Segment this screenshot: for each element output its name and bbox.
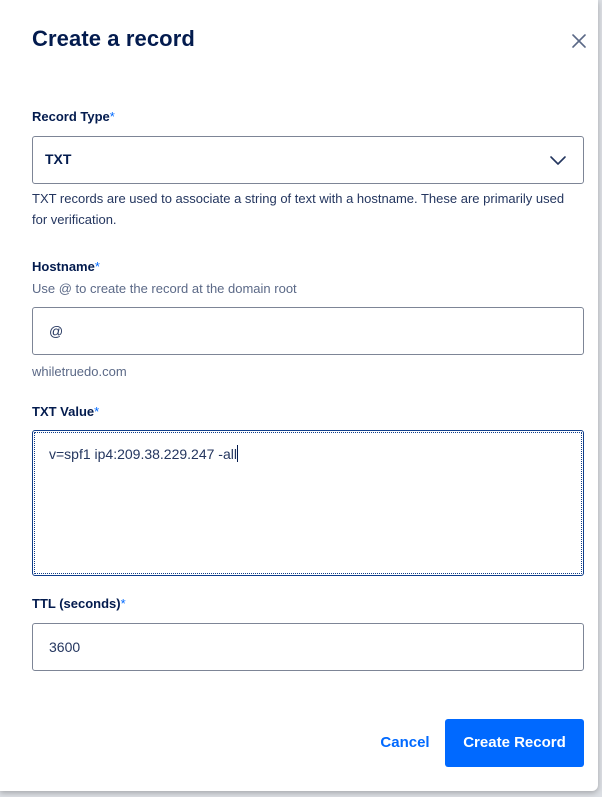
record-type-label-text: Record Type: [32, 109, 110, 124]
hostname-input[interactable]: [32, 307, 584, 355]
txt-value-textarea[interactable]: [32, 430, 584, 576]
required-mark: *: [94, 259, 100, 274]
chevron-down-icon: [549, 154, 567, 166]
cancel-button[interactable]: Cancel: [380, 734, 430, 751]
ttl-label: [32, 596, 126, 611]
txt-value-label: [32, 404, 99, 419]
ttl-input[interactable]: [32, 623, 584, 671]
hostname-label-text: Hostname: [32, 259, 95, 274]
required-mark: *: [120, 596, 126, 611]
record-type-help-text: TXT records are used to associate a string of text with a hostname. These are primarily used for verification.: [32, 191, 565, 227]
close-button[interactable]: [568, 30, 590, 52]
modal-title: Create a record: [32, 26, 195, 51]
create-record-button[interactable]: Create Record: [445, 719, 584, 767]
required-mark: *: [94, 404, 100, 419]
hostname-label: [32, 259, 100, 274]
close-icon: [568, 30, 590, 52]
required-mark: *: [109, 109, 115, 124]
record-type-label: [32, 109, 115, 124]
text-caret: [237, 445, 238, 462]
hostname-domain-suffix: whiletruedo.com: [32, 364, 127, 379]
txt-value-label-text: TXT Value: [32, 404, 95, 419]
hostname-hint: Use @ to create the record at the domain root: [32, 281, 297, 296]
txt-value-text: v=spf1 ip4:209.38.229.247 -all: [49, 446, 237, 462]
record-type-selected-value: TXT: [45, 151, 72, 167]
ttl-label-text: TTL (seconds): [32, 596, 121, 611]
record-type-select[interactable]: [32, 136, 584, 184]
